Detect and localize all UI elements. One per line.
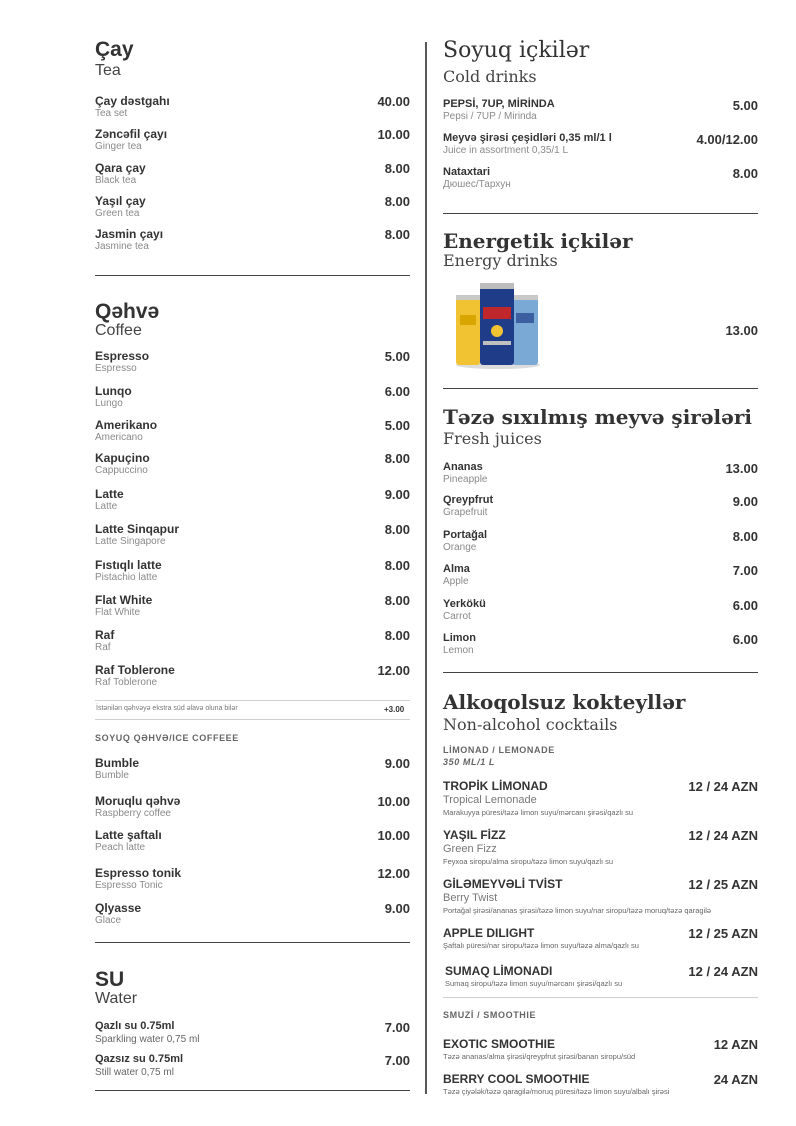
- menu-item: Jasmin çayı Jasmine tea 8.00: [95, 227, 410, 252]
- lemonade-volume: 350 ML/1 L: [443, 757, 496, 767]
- juices-subtitle: Fresh juices: [443, 429, 542, 448]
- note-divider: [95, 700, 410, 701]
- menu-item: Ananas Pineapple 13.00: [443, 461, 758, 485]
- cocktail-item: TROPİK LİMONAD Tropical Lemonade Marakuyya püresi/təzə limon suyu/mərcanı şirəsi/qazlı su 12 / 24 AZN: [443, 779, 758, 817]
- menu-item: Amerikano Americano 5.00: [95, 418, 410, 443]
- note-divider: [95, 719, 410, 720]
- energy-subtitle: Energy drinks: [443, 251, 558, 270]
- smoothie-item: BERRY COOL SMOOTHIE Təzə çiyələk/təzə qaragilə/moruq püresi/təzə limon suyu/albalı şirəsi 24 AZN: [443, 1072, 758, 1096]
- smoothie-item: EXOTIC SMOOTHIE Təzə ananas/alma şirəsi/qreypfrut şirəsi/banan siropu/süd 12 AZN: [443, 1037, 758, 1061]
- menu-item: Qara çay Black tea 8.00: [95, 161, 410, 186]
- energy-drink-price: 13.00: [725, 323, 758, 338]
- cold-drinks-title: Soyuq içkilər: [443, 38, 590, 63]
- extra-milk-price: +3.00: [384, 705, 405, 714]
- menu-item: Yaşıl çay Green tea 8.00: [95, 194, 410, 219]
- juices-title: Təzə sıxılmış meyvə şirələri: [443, 405, 753, 429]
- menu-item: Çay dəstgahı Tea set 40.00: [95, 94, 410, 119]
- cocktail-item: GİLƏMEYVƏLİ TVİST Berry Twist Portağal şirəsi/ananas şirəsi/təzə limon suyu/nar siropu/təzə moruq/təzə qaragilə 12 / 25 AZN: [443, 877, 758, 915]
- cocktail-item: YAŞIL FİZZ Green Fizz Feyxoa siropu/alma siropu/təzə limon suyu/qazlı su 12 / 24 AZN: [443, 828, 758, 866]
- menu-item: Yerkökü Carrot 6.00: [443, 598, 758, 622]
- lemonade-label: LİMONAD / LEMONADE: [443, 745, 555, 755]
- menu-item: PEPSİ, 7UP, MİRİNDA Pepsi / 7UP / Mirinda 5.00: [443, 98, 758, 122]
- section-divider: [443, 672, 758, 673]
- cold-drinks-subtitle: Cold drinks: [443, 67, 537, 86]
- menu-item: Flat White Flat White 8.00: [95, 593, 410, 618]
- menu-item: Qreypfrut Grapefruit 9.00: [443, 494, 758, 518]
- menu-item: Moruqlu qəhvə Raspberry coffee 10.00: [95, 794, 410, 819]
- section-divider: [95, 275, 410, 276]
- menu-item: Meyvə şirəsi çeşidləri 0,35 ml/1 l Juice in assortment 0,35/1 L 4.00/12.00: [443, 132, 758, 156]
- column-divider: [425, 42, 427, 1094]
- tea-subtitle: Tea: [95, 62, 121, 79]
- sub-divider: [443, 997, 758, 998]
- cocktail-item: SUMAQ LİMONADI Sumaq siropu/təzə limon suyu/mərcanı şirəsi/qazlı su 12 / 24 AZN: [445, 964, 758, 988]
- menu-item: Qlyasse Glace 9.00: [95, 901, 410, 926]
- menu-item: Qazsız su 0.75ml Still water 0,75 ml 7.00: [95, 1053, 410, 1078]
- menu-item: Raf Raf 8.00: [95, 628, 410, 653]
- cocktails-title: Alkoqolsuz kokteyllər: [443, 690, 686, 714]
- menu-item: Latte Sinqapur Latte Singapore 8.00: [95, 522, 410, 547]
- section-divider: [443, 213, 758, 214]
- menu-item: Lunqo Lungo 6.00: [95, 384, 410, 409]
- menu-item: Nataxtari Дюшес/Тархун 8.00: [443, 166, 758, 190]
- menu-item: Kapuçino Cappuccino 8.00: [95, 451, 410, 476]
- section-divider: [443, 388, 758, 389]
- menu-item: Alma Apple 7.00: [443, 563, 758, 587]
- coffee-subtitle: Coffee: [95, 322, 142, 339]
- section-divider: [95, 942, 410, 943]
- menu-item: Raf Toblerone Raf Toblerone 12.00: [95, 663, 410, 688]
- smoothie-label: SMUZİ / SMOOTHIE: [443, 1010, 537, 1020]
- menu-item: Latte şaftalı Peach latte 10.00: [95, 828, 410, 853]
- menu-item: Fıstıqlı latte Pistachio latte 8.00: [95, 558, 410, 583]
- coffee-title: Qəhvə: [95, 300, 160, 323]
- menu-item: Espresso Espresso 5.00: [95, 349, 410, 374]
- energy-title: Energetik içkilər: [443, 229, 633, 253]
- tea-title: Çay: [95, 38, 134, 61]
- cocktail-item: APPLE DILIGHT Şaftalı püresi/nar siropu/təzə limon suyu/təzə alma/qazlı su 12 / 25 AZN: [443, 926, 758, 950]
- menu-item: Limon Lemon 6.00: [443, 632, 758, 656]
- menu-item: Qazlı su 0.75ml Sparkling water 0,75 ml 7.00: [95, 1020, 410, 1045]
- water-subtitle: Water: [95, 990, 138, 1007]
- cocktails-subtitle: Non-alcohol cocktails: [443, 715, 618, 734]
- menu-item: Zəncəfil çayı Ginger tea 10.00: [95, 127, 410, 152]
- water-title: SU: [95, 968, 125, 991]
- menu-item: Bumble Bumble 9.00: [95, 756, 410, 781]
- menu-item: Latte Latte 9.00: [95, 487, 410, 512]
- menu-item: Portağal Orange 8.00: [443, 529, 758, 553]
- menu-item: Espresso tonik Espresso Tonic 12.00: [95, 866, 410, 891]
- extra-milk-note: İstənilən qəhvəyə ekstra süd əlavə oluna bilər: [96, 705, 238, 712]
- energy-drink-row: [443, 323, 758, 351]
- ice-coffee-label: SOYUQ QƏHVƏ/ICE COFFEEE: [95, 733, 239, 743]
- section-divider: [95, 1090, 410, 1091]
